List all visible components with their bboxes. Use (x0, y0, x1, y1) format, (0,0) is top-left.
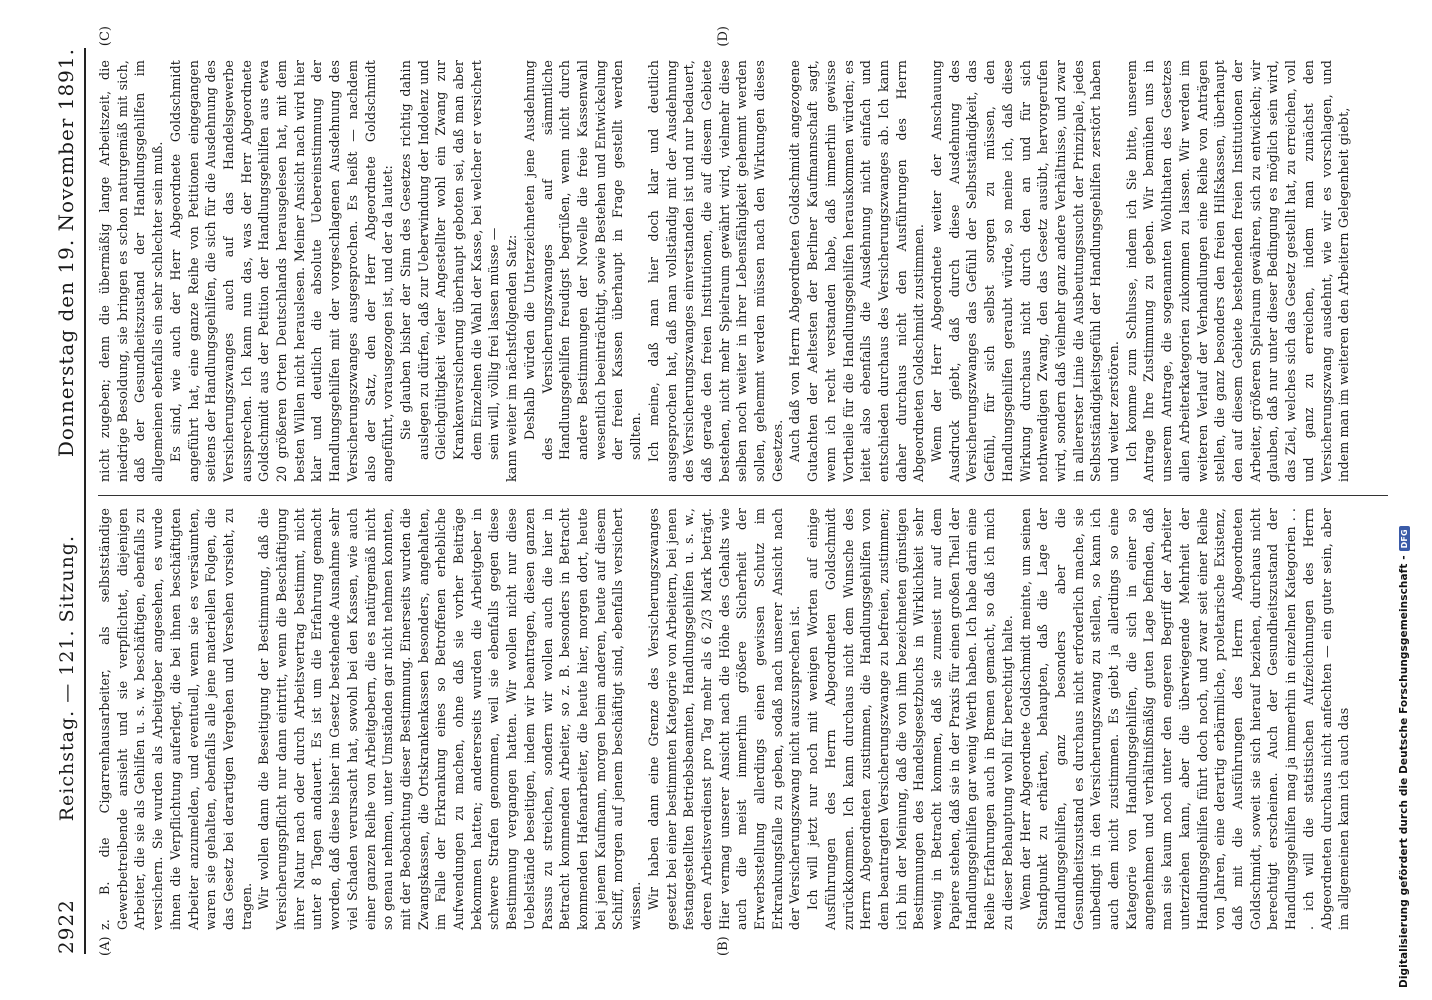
session-date: Donnerstag den 19. November 1891. (54, 48, 78, 458)
paragraph: Es sind, wie auch der Herr Abgeordnete Goldschmidt angeführt hat, eine ganze Reihe von Petitionen eingegangen seitens der Handlungsgehilfen, die sich für die Ausdehnung des Versicherungszwanges auch auf das Handelsgewerbe aussprechen. Ich kann nun das, was der Herr Abgeordnete Goldschmidt aus der Petition der Handlungsgehilfen aus etwa 20 größeren Orten Deutschlands herausgelesen hat, mit dem besten Willen nicht herauslesen. Meiner Ansicht nach wird hier klar und deutlich die absolute Uebereinstimmung der Handlungsgehilfen mit der vorgeschlagenen Ausdehnung des Versicherungszwanges ausgesprochen. Es heißt — nachdem also der Satz, den der Herr Abgeordnete Goldschmidt angeführt, vorausgezogen ist, und der da lautet: (167, 60, 396, 482)
paragraph: Wenn der Herr Abgeordnete Goldschmidt meinte, um seinen Standpunkt zu erhärten, behaupten, daß die Lage der Handlungsgehilfen, ganz besonders aber die Gesundheitszustand es durchaus nicht erforderlich mache, sie unbedingt in den Versicherungszwang zu stellen, so kann ich auch dem nicht zustimmen. Es giebt ja allerdings so eine Kategorie von Handlungsgehilfen, die sich in einer so angenehmen und verhältnißmäßig guten Lage befinden, daß man sie kaum noch unter den engeren Begriff der Arbeiter unterziehen kann, aber die überwiegende Mehrheit der Handlungsgehilfen führt doch noch, und zwar seit einer Reihe von Jahren, eine derartig erbärmliche, proletarische Existenz, daß mit die Ausführungen des Herrn Abgeordneten Goldschmidt, soweit sie sich hierauf beziehen, durchaus nicht berechtigt erscheinen. Auch der Gesundheitszustand der Handlungsgehilfen mag ja immerhin in einzelnen Kategorien . . . ich will die statistischen Aufzeichnungen des Herrn Abgeordneten durchaus nicht anfechten — ein guter sein, aber im allgemeinen kann ich auch das (1017, 508, 1352, 930)
left-column (96, 508, 1388, 956)
right-column (96, 26, 1388, 482)
marker-c: (C) (98, 26, 113, 47)
paragraph: nicht zugeben; denn die übermäßig lange Arbeitszeit, die niedrige Besoldung, sie bringen es schon naturgemäß mit sich, daß der Gesundheitszustand der Handlungsgehilfen im allgemeinen ebenfalls ein sehr schlechter sein muß. (97, 60, 166, 482)
paragraph: z. B. die Cigarrenhausarbeiter, als selbstständige Gewerbetreibende ansieht und sie verpflichtet, diejenigen Arbeiter, die sie als Gehilfen u. s. w. beschäftigen, ebenfalls zu versichern. Sie wurden als Arbeitgeber angesehen, es wurde ihnen die Verpflichtung auferlegt, die bei ihnen beschäftigten Arbeiter anzumelden, und eventuell, wenn sie es versäumten, waren sie gehalten, ebenfalls alle jene materiellen Folgen, die das Gesetz bei derartigen Vergehen und Versehen vorsieht, zu tragen. (97, 508, 254, 930)
paragraph: Wenn der Herr Abgeordnete weiter der Anschauung Ausdruck giebt, daß durch diese Ausdehnung des Versicherungszwanges das Gefühl der Selbstständigkeit, das Gefühl, für sich selbst sorgen zu müssen, den Handlungsgehilfen geraubt würde, so meine ich, daß diese Wirkung durchaus nicht durch den an und für sich nothwendigen Zwang, den das Gesetz ausübt, hervorgerufen wird, sondern daß vielmehr ganz andere Verhältnisse, und zwar in allererster Linie die Ausbeutungssucht der Prinzipale, jedes Selbstständigkeitsgefühl der Handlungsgehilfen zerstört haben und weiter zerstören. (929, 60, 1122, 482)
paragraph: Auch daß von Herrn Abgeordneten Goldschmidt angezogene Gutachten der Aeltesten der Berliner Kaufmannschaft sagt, wenn ich recht verstanden habe, daß immerhin gewisse Vortheile für die Handlungsgehilfen herauskommen würden; es leitet also ebenfalls die Ausdehnung nicht einfach und entschieden durchaus des Versicherungszwanges ab. Ich kann daher durchaus nicht den Ausführungen des Herrn Abgeordneten Goldschmidt zustimmen. (787, 60, 927, 482)
quoted-paragraph: Sie glauben bisher der Sinn des Gesetzes richtig dahin auslegen zu dürfen, daß zur Ueberwindung der Indolenz und Gleichgültigkeit vieler Angestellter wohl ein Zwang zur Krankenversicherung überhaupt geboten sei, daß man aber dem Einzelnen die Wahl der Kasse, bei welcher er versichert sein will, völlig frei lassen müsse — (397, 60, 502, 460)
marker-d: (D) (716, 26, 731, 47)
header-rule (84, 48, 86, 954)
page-number: 2922 (54, 899, 78, 954)
page-header (44, 48, 78, 954)
paragraph: kann weiter im nächstfolgenden Satz: (504, 234, 520, 482)
marker-b: (B) (716, 936, 731, 956)
paragraph: Ich komme zum Schlusse, indem ich Sie bitte, unserem Antrage Ihre Zustimmung zu geben. Wir bemühen uns in unserem Antrage, die sogenannten Wohlthaten des Gesetzes allen Arbeiterkategorien zukommen zu lassen. Wir werden im weiteren Verlauf der Verhandlungen eine Reihe von Anträgen stellen, die ganz besonders den freien Hilfskassen, überhaupt den auf diesem Gebiete bestehenden freien Institutionen der Arbeiter, größeren Spielraum gewähren, sich zu entwickeln; wir glauben, daß nur unter dieser Bedingung es möglich sein wird, das Ziel, welches sich das Gesetz gestellt hat, zu erreichen, voll und ganz zu erreichen, indem man zunächst den Versicherungszwang ausdehnt, wie wir es vorschlagen, und indem man im weiteren den Arbeitern Gelegenheit giebt, (1123, 60, 1352, 482)
paragraph: Ich will jetzt nur noch mit wenigen Worten auf einige Ausführungen des Herrn Abgeordneten Goldschmidt zurückkommen. Ich kann durchaus nicht dem Wunsche des Herrn Abgeordneten zustimmen, die Handlungsgehilfen von dem beantragten Versicherungszwange zu befreien, zustimmen; ich bin der Meinung, daß die von ihm bezeichneten günstigen Bestimmungen des Handelsgesetzbuchs in Wirklichkeit sehr wenig in Betracht kommen, daß sie zumeist nur auf dem Papiere stehen, daß sie in der Praxis für einen großen Theil der Handlungsgehilfen gar wenig Werth haben. Ich habe darin eine Reihe Erfahrungen auch in Bremen gemacht, so daß ich mich zu dieser Behauptung wohl für berechtigt halte. (805, 508, 1015, 930)
digitization-credit (1398, 0, 1428, 1000)
paragraph: Wir wollen dann die Beseitigung der Bestimmung, daß die Versicherungspflicht nur dann eintritt, wenn die Beschäftigung ihrer Natur nach oder durch Arbeitsvertrag bestimmt, nicht unter 8 Tagen andauert. Es ist um die Erfahrung gemacht worden, daß diese bisher im Gesetz bestehende Ausnahme sehr viel Schaden verursacht hat, sowohl bei den Kassen, wie auch einer ganzen Reihe von Arbeitgebern, die es natürgemäß nicht so genau nehmen, unter Umständen gar nicht nehmen konnten, mit der Beobachtung dieser Bestimmung. Einerseits wurden die Zwangskassen, die Ortskrankenkassen besonders, angehalten, im Falle der Erkrankung eines so Betroffenen erhebliche Aufwendungen zu machen, ohne daß sie vorher Beiträge bekommen hatten; andererseits wurden die Arbeitgeber in schwere Strafen genommen, weil sie ebenfalls gegen diese Bestimmung vergangen hatten. Wir wollen nicht nur diese Uebelstände beseitigen, indem wir beantragen, diesen ganzen Passus zu streichen, sondern wir wollen auch die hier in Betracht kommenden Arbeiter, so z. B. besonders in Betracht kommenden Hafenarbeiter, die heute hier, morgen dort, heute bei jenem Kaufmann, morgen beim anderen, heute auf diesem Schiff, morgen auf jenem beschäftigt sind, ebenfalls versichert wissen. (256, 508, 644, 930)
session-title: Reichstag. — 121. Sitzung. (56, 534, 78, 822)
quoted-paragraph: Deshalb würden die Unterzeichneten jene Ausdehnung des Versicherungszwanges auf sämmtliche Handlungsgehilfen freudigst begrüßen, wenn nicht durch andere Bestimmungen der Novelle die freie Kassenwahl wesentlich beeinträchtigt, sowie Bestehen und Entwickelung der freien Kassen überhaupt in Frage gestellt werden sollten. (521, 60, 644, 460)
marker-a: (A) (98, 936, 113, 956)
text-columns (96, 26, 1388, 956)
paragraph: Wir haben dann eine Grenze des Versicherungszwanges gesetzt bei einer bestimmten Kategorie von Arbeitern, bei jenen festangestellten Betriebsbeamten, Handlungsgehilfen u. s. w., deren Arbeitsverdienst pro Tag mehr als 6 2/3 Mark beträgt. Hier vermag unserer Ansicht nach die Höhe des Gehalts wie auch die meist immerhin größere Sicherheit der Erwerbsstellung allerdings einen gewissen Schutz im Erkrankungsfalle zu geben, sodaß nach unserer Ansicht nach der Versicherungszwang nicht auszusprechen ist. (645, 508, 803, 930)
dfg-logo: DFG (1399, 526, 1410, 551)
credit-text: Digitalisierung gefördert durch die Deutsche Forschungsgemeinschaft - (1398, 555, 1410, 988)
paragraph: Ich meine, daß man hier doch klar und deutlich ausgesprochen hat, daß man vollständig mit der Ausdehnung des Versicherungszwanges einverstanden ist und nur bedauert, daß gerade den freien Institutionen, die auf diesem Gebiete bestehen, nicht mehr Spielraum gewährt wird, vielmehr diese selben noch weiter in ihrer Lebensfähigkeit gehemmt werden sollen, gehemmt werden müssen nach den Wirkungen dieses Gesetzes. (645, 60, 785, 482)
